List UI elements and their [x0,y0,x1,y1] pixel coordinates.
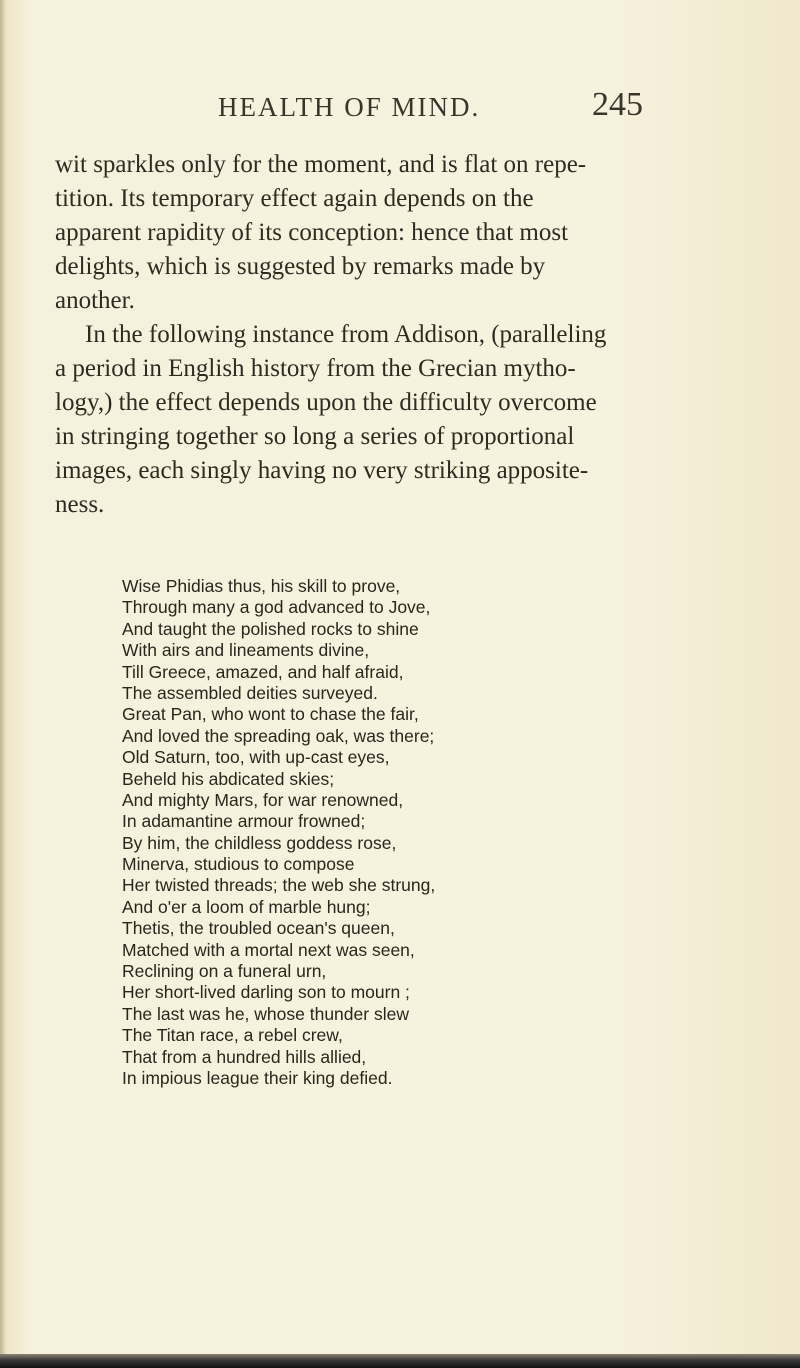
poem-verse: And taught the polished rocks to shine [122,618,419,639]
running-head [0,86,800,132]
poem-verse: And loved the spreading oak, was there; [122,725,435,746]
poem-verse: With airs and lineaments divine, [122,640,370,661]
poem-verse: And mighty Mars, for war renowned, [122,789,404,810]
poem-verse: Thetis, the troubled ocean's queen, [122,918,395,939]
prose-line: apparent rapidity of its conception: hence that most [55,219,569,246]
poem-verse: The assembled deities surveyed. [122,682,378,703]
poem-verse: Old Saturn, too, with up-cast eyes, [122,747,390,768]
running-title: HEALTH OF MIND. [218,92,481,122]
poem-block [122,576,642,1089]
poem-verse: Wise Phidias thus, his skill to prove, [122,576,401,596]
prose-line: wit sparkles only for the moment, and is flat on repe- [55,151,587,178]
prose-line: ness. [55,491,105,518]
poem-verse: Her twisted threads; the web she strung, [122,875,436,896]
poem-verse: And o'er a loom of marble hung; [122,896,371,917]
poem-verse: Beheld his abdicated skies; [122,768,335,789]
prose-line: images, each singly having no very striking apposite- [55,457,589,484]
poem-verse: Reclining on a funeral urn, [122,961,327,982]
poem-verse: In impious league their king defied. [122,1067,393,1088]
spine-shadow [0,0,6,1368]
poem-verse: Her short-lived darling son to mourn ; [122,982,410,1003]
poem-verse: The Titan race, a rebel crew, [122,1025,343,1046]
prose-line: another. [55,287,135,314]
poem-verse: Great Pan, who wont to chase the fair, [122,704,419,725]
poem-verse: In adamantine armour frowned; [122,811,366,832]
prose-line: tition. Its temporary effect again depends on the [55,185,534,212]
page-number: 245 [592,86,643,123]
prose-line: in stringing together so long a series of proportional [55,423,575,450]
prose-line: In the following instance from Addison, (paralleling [85,321,607,348]
poem-verse: By him, the childless goddess rose, [122,832,397,853]
poem-verse: The last was he, whose thunder slew [122,1003,409,1024]
prose-line: logy,) the effect depends upon the difficulty overcome [55,389,597,416]
poem-verse: Minerva, studious to compose [122,854,355,875]
poem-verse: Through many a god advanced to Jove, [122,597,431,618]
poem-verse: Till Greece, amazed, and half afraid, [122,661,404,682]
prose-line: a period in English history from the Grecian mytho- [55,355,576,382]
poem-verse: Matched with a mortal next was seen, [122,939,415,960]
prose-line: delights, which is suggested by remarks made by [55,253,546,280]
prose-block [55,148,655,522]
page-bottom-edge [0,1354,800,1368]
poem-verse: That from a hundred hills allied, [122,1046,367,1067]
